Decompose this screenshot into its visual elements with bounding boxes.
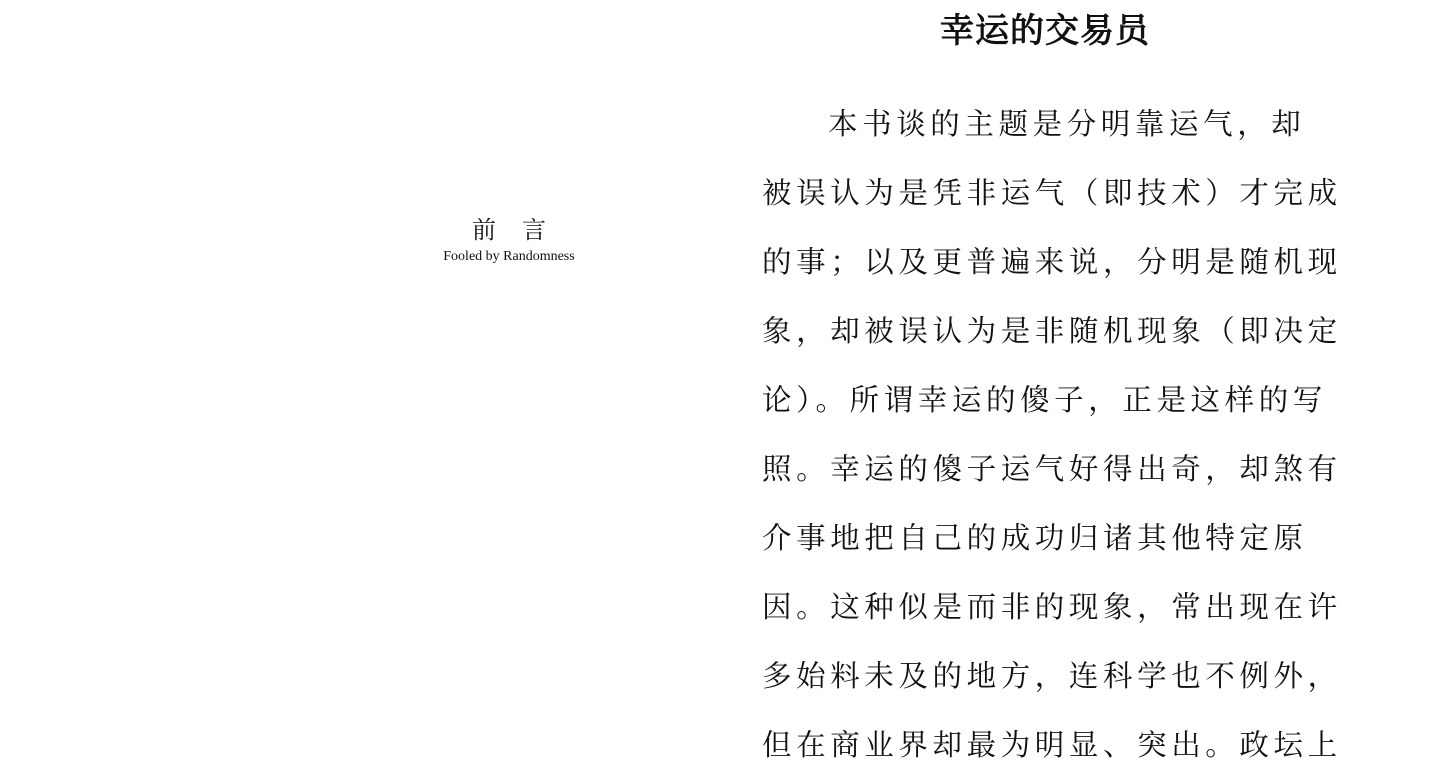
body-line: 介事地把自己的成功归诸其他特定原 [762, 521, 1308, 555]
body-line: 但在商业界却最为明显、突出。政坛上 [762, 728, 1342, 762]
body-line: 论）。所谓幸运的傻子，正是这样的写 [762, 383, 1327, 417]
preface-subtitle: Fooled by Randomness [443, 249, 575, 264]
body-line: 象，却被误认为是非随机现象（即决定 [762, 314, 1342, 348]
body-line: 因。这种似是而非的现象，常出现在许 [762, 590, 1342, 624]
body-line: 被误认为是凭非运气（即技术）才完成 [762, 176, 1342, 210]
preface-title: 前言 [472, 216, 572, 244]
preface-heading [420, 213, 656, 267]
right-page [762, 0, 1362, 770]
body-line: 照。幸运的傻子运气好得出奇，却煞有 [762, 452, 1342, 486]
body-text [762, 90, 1352, 780]
body-line: 多始料未及的地方，连科学也不例外， [762, 659, 1342, 693]
left-page [0, 0, 720, 770]
body-line: 本书谈的主题是分明靠运气，却 [828, 107, 1306, 141]
body-line: 的事；以及更普遍来说，分明是随机现 [762, 245, 1342, 279]
chapter-title: 幸运的交易员 [940, 11, 1150, 51]
